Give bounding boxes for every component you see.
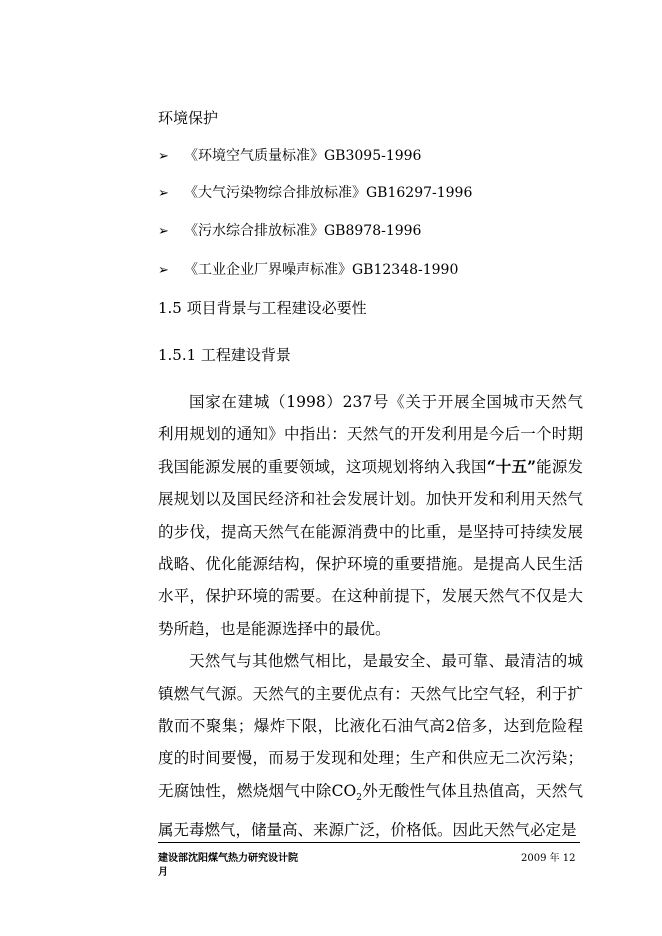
heading-1-5-1: 1.5.1 工程建设背景 [158, 346, 291, 364]
bullet-arrow-icon: ➢ [158, 224, 169, 239]
footer-date: 2009 年 12 [521, 853, 576, 864]
standard-name: 《工业企业厂界噪声标准》 [184, 262, 352, 278]
body-text [158, 386, 583, 847]
bullet-arrow-icon: ➢ [158, 263, 169, 278]
standard-item [158, 183, 472, 204]
standard-item [158, 221, 421, 242]
section-env-heading: 环境保护 [158, 109, 219, 127]
footer-date-month: 月 [158, 867, 168, 878]
standard-code: GB8978-1996 [324, 223, 422, 239]
bullet-arrow-icon: ➢ [158, 186, 169, 201]
standard-name: 《污水综合排放标准》 [184, 223, 324, 239]
heading-1-5: 1.5 项目背景与工程建设必要性 [158, 299, 367, 317]
standard-code: GB16297-1996 [366, 185, 473, 201]
standard-item [158, 260, 458, 281]
standard-item [158, 146, 421, 167]
standard-code: GB3095-1996 [324, 148, 422, 164]
co2-formula: $CO_2$ [331, 781, 362, 803]
paragraph: 国家在建城（1998）237号《关于开展全国城市天然气利用规划的通知》中指出：天然气的开发利用是今后一个时期我国能源发展的重要领域，这项规划将纳入我国“十五”能源发展规划以及国民经济和社会发展计划。加快开发和利用天然气的步伐，提高天然气在能源消费中的比重，是坚持可持续发展战略、优化能源结构，保护环境的重要措施。是提高人民生活水平，保护环境的需要。在这种前提下，发展天然气不仅是大势所趋，也是能源选择中的最优。 [158, 393, 583, 638]
paragraph: 天然气与其他燃气相比，是最安全、最可靠、最清洁的城镇燃气气源。天然气的主要优点有：天然气比空气轻，利于扩散而不聚集；爆炸下限，比液化石油气高2倍多，达到危险程度的时间要慢，而易于发现和处理；生产和供应无二次污染；无腐蚀性，燃烧烟气中除$CO_2$外无酸性气体且热值高，天然气属无毒燃气，储量高、来源广泛，价格低。因此天然气必定是 [158, 652, 583, 840]
footer-divider [158, 842, 580, 843]
bullet-arrow-icon: ➢ [158, 149, 169, 164]
standard-name: 《环境空气质量标准》 [184, 148, 324, 164]
standard-name: 《大气污染物综合排放标准》 [184, 185, 366, 201]
footer-org: 建设部沈阳煤气热力研究设计院 月 [158, 853, 298, 878]
standard-code: GB12348-1990 [352, 262, 459, 278]
quote-emphasis: “十五” [486, 456, 537, 476]
